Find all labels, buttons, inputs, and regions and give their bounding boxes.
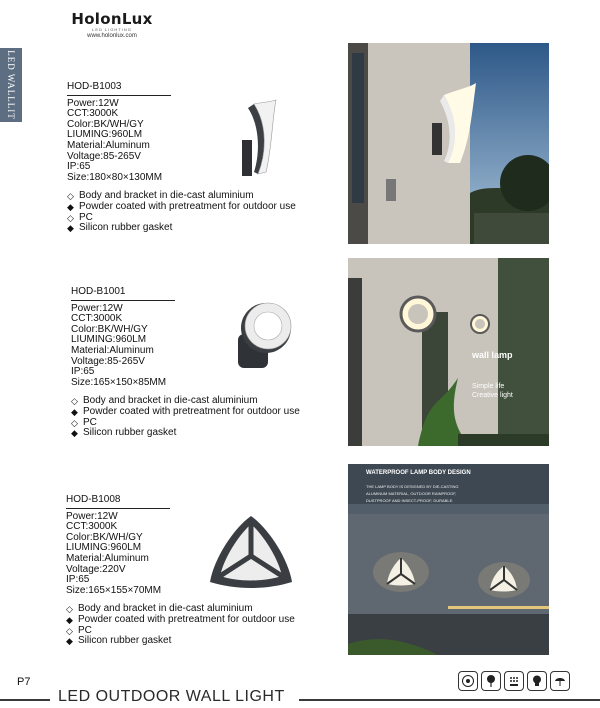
spec-line: Power:12W bbox=[71, 302, 123, 314]
bullet-icon: ◆ bbox=[66, 614, 73, 625]
feature-item bbox=[71, 428, 300, 439]
feature-text: Body and bracket in die-cast aluminium bbox=[83, 395, 258, 407]
lifestyle-photo-1 bbox=[348, 43, 549, 244]
photo-3-text1: THE LAMP BODY IS DESIGNED BY DIE-CASTING bbox=[366, 484, 459, 489]
page-number: P7 bbox=[17, 676, 31, 688]
photo-3-text2: ALUMINUM MATERIAL, OUTDOOR RAINPROOF, bbox=[366, 491, 457, 496]
feature-item bbox=[67, 223, 296, 234]
feature-item bbox=[71, 407, 300, 418]
photo-2-scene bbox=[348, 258, 549, 446]
brand-url: www.holonlux.com bbox=[87, 33, 137, 39]
spec-line: LIUMING:960LM bbox=[67, 129, 143, 141]
spec-line: Voltage:85-265V bbox=[71, 355, 145, 367]
spec-line: Color:BK/WH/GY bbox=[66, 531, 143, 543]
photo-3-text3: DUSTPROOF AND INSECT-PROOF, DURABLE. bbox=[366, 498, 454, 503]
feature-list bbox=[71, 396, 300, 438]
bullet-icon: ◇ bbox=[66, 625, 73, 636]
spec-line: Size:180×80×130MM bbox=[67, 171, 163, 183]
footer-divider-right bbox=[299, 699, 600, 701]
footer-divider-left bbox=[0, 699, 50, 701]
feature-text: Body and bracket in die-cast aluminium bbox=[79, 190, 254, 202]
spec-line: Color:BK/WH/GY bbox=[67, 118, 144, 130]
bullet-icon: ◆ bbox=[67, 201, 74, 212]
cert-icon-row bbox=[458, 671, 570, 691]
bullet-icon: ◆ bbox=[71, 406, 78, 417]
feature-text: Powder coated with pretreatment for outdoor use bbox=[79, 200, 296, 212]
photo-2-title: wall lamp bbox=[472, 350, 513, 360]
spec-line: Power:12W bbox=[66, 510, 118, 522]
bullet-icon: ◇ bbox=[67, 191, 74, 202]
feature-text: PC bbox=[83, 416, 97, 428]
aluminum-icon bbox=[458, 671, 478, 691]
feature-text: PC bbox=[78, 624, 92, 636]
spec-line: CCT:3000K bbox=[66, 521, 118, 533]
photo-2-line1: Simple life bbox=[472, 383, 505, 390]
brand-name: HolonLux bbox=[71, 10, 153, 28]
spec-line: CCT:3000K bbox=[71, 313, 123, 325]
feature-text: Body and bracket in die-cast aluminium bbox=[78, 603, 253, 615]
bullet-icon: ◆ bbox=[71, 428, 78, 439]
spec-line: Material:Aluminum bbox=[66, 552, 149, 564]
spec-line: CCT:3000K bbox=[67, 108, 119, 120]
side-tab bbox=[0, 48, 22, 122]
bullet-icon: ◇ bbox=[66, 604, 73, 615]
feature-text: Powder coated with pretreatment for outdoor use bbox=[83, 405, 300, 417]
lifestyle-photo-3 bbox=[348, 464, 549, 655]
spec-line: Color:BK/WH/GY bbox=[71, 323, 148, 335]
spec-line: IP:65 bbox=[71, 366, 95, 378]
ip-icon bbox=[550, 671, 570, 691]
spec-line: Size:165×150×85MM bbox=[71, 376, 167, 388]
spec-line: Material:Aluminum bbox=[71, 344, 154, 356]
feature-text: Powder coated with pretreatment for outdoor use bbox=[78, 613, 295, 625]
feature-text: Silicon rubber gasket bbox=[79, 222, 173, 234]
brand-logo bbox=[66, 10, 158, 39]
led-icon bbox=[504, 671, 524, 691]
bullet-icon: ◇ bbox=[67, 212, 74, 223]
feature-item bbox=[66, 615, 295, 626]
feature-text: Silicon rubber gasket bbox=[78, 635, 172, 647]
photo-2-line2: Creative light bbox=[472, 392, 513, 399]
spec-line: LIUMING:960LM bbox=[71, 334, 147, 346]
bullet-icon: ◆ bbox=[66, 636, 73, 647]
spec-line: Material:Aluminum bbox=[67, 139, 150, 151]
spec-line: Size:165×155×70MM bbox=[66, 584, 162, 596]
footer-title: LED OUTDOOR WALL LIGHT bbox=[58, 688, 285, 705]
product-image-triangle-lamp bbox=[206, 512, 296, 592]
spec-line: Voltage:85-265V bbox=[67, 150, 141, 162]
model-number: HOD-B1008 bbox=[66, 495, 170, 509]
photo-3-title: WATERPROOF LAMP BODY DESIGN bbox=[366, 470, 471, 476]
feature-text: Silicon rubber gasket bbox=[83, 427, 177, 439]
bullet-icon: ◇ bbox=[71, 396, 78, 407]
bullet-icon: ◆ bbox=[67, 223, 74, 234]
spec-line: Power:12W bbox=[67, 97, 119, 109]
product-image-curved-lamp bbox=[234, 96, 282, 182]
model-number: HOD-B1001 bbox=[71, 287, 175, 301]
feature-item bbox=[67, 202, 296, 213]
feature-text: PC bbox=[79, 211, 93, 223]
product-image-ring-lamp bbox=[232, 298, 296, 370]
lifestyle-photo-2 bbox=[348, 258, 549, 446]
side-tab-label: LED WALLLIT bbox=[6, 50, 16, 120]
bulb-icon bbox=[527, 671, 547, 691]
brand-subtitle: LED LIGHTING bbox=[92, 27, 132, 32]
model-number: HOD-B1003 bbox=[67, 82, 171, 96]
bullet-icon: ◇ bbox=[71, 417, 78, 428]
feature-list bbox=[67, 191, 296, 233]
spec-line: Voltage:220V bbox=[66, 563, 126, 575]
spec-line: IP:65 bbox=[66, 574, 90, 586]
feature-list bbox=[66, 604, 295, 646]
feature-item bbox=[66, 636, 295, 647]
outdoor-icon bbox=[481, 671, 501, 691]
spec-line: IP:65 bbox=[67, 161, 91, 173]
spec-line: LIUMING:960LM bbox=[66, 542, 142, 554]
